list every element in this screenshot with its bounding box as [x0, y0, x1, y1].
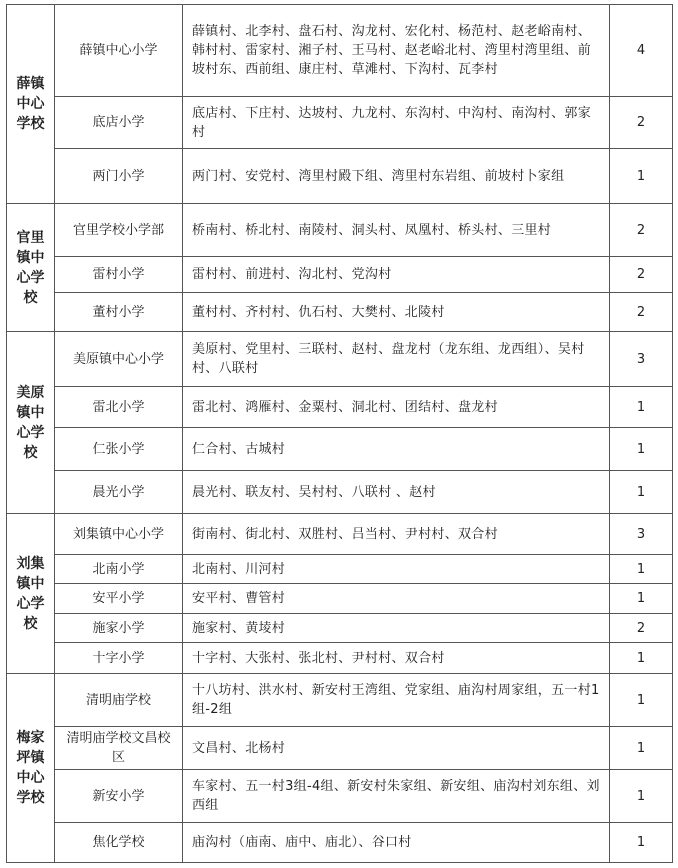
table-row	[7, 514, 673, 555]
school-name: 焦化学校	[55, 823, 183, 863]
school-district-table	[6, 4, 673, 863]
village-list: 桥南村、桥北村、南陵村、洞头村、凤凰村、桥头村、三里村	[183, 204, 610, 257]
table-row	[7, 614, 673, 643]
town-name: 美原镇中心学校	[7, 332, 55, 514]
table-row	[7, 674, 673, 727]
table-row	[7, 555, 673, 584]
village-list: 庙沟村（庙南、庙中、庙北）、谷口村	[183, 823, 610, 863]
school-name: 两门小学	[55, 149, 183, 204]
town-name: 刘集镇中心学校	[7, 514, 55, 674]
town-name: 薛镇中心学校	[7, 5, 55, 204]
class-count: 1	[610, 727, 673, 770]
class-count: 2	[610, 257, 673, 293]
school-name: 清明庙学校	[55, 674, 183, 727]
school-name: 美原镇中心小学	[55, 332, 183, 387]
village-list: 北南村、川河村	[183, 555, 610, 584]
village-list: 雷村村、前进村、沟北村、党沟村	[183, 257, 610, 293]
town-name: 官里镇中心学校	[7, 204, 55, 332]
school-name: 薛镇中心小学	[55, 5, 183, 97]
village-list: 雷北村、鸿雁村、金粟村、洞北村、团结村、盘龙村	[183, 387, 610, 428]
village-list: 两门村、安党村、湾里村殿下组、湾里村东岩组、前坡村卜家组	[183, 149, 610, 204]
table-row	[7, 471, 673, 514]
village-list: 底店村、下庄村、达坡村、九龙村、东沟村、中沟村、南沟村、郭家村	[183, 97, 610, 149]
class-count: 1	[610, 149, 673, 204]
town-name: 梅家坪镇中心学校	[7, 674, 55, 863]
village-list: 车家村、五一村3组-4组、新安村朱家组、新安组、庙沟村刘东组、刘西组	[183, 770, 610, 823]
school-name: 安平小学	[55, 584, 183, 614]
class-count: 3	[610, 514, 673, 555]
class-count: 1	[610, 471, 673, 514]
school-name: 清明庙学校文昌校区	[55, 727, 183, 770]
village-list: 晨光村、联友村、吴村村、八联村 、赵村	[183, 471, 610, 514]
table-row	[7, 204, 673, 257]
village-list: 薛镇村、北李村、盘石村、沟龙村、宏化村、杨范村、赵老峪南村、韩村村、雷家村、湘子村、王马村、赵老峪北村、湾里村湾里组、前坡村东、西前组、康庄村、草滩村、下沟村、瓦李村	[183, 5, 610, 97]
village-list: 施家村、黄堎村	[183, 614, 610, 643]
class-count: 2	[610, 97, 673, 149]
school-name: 十字小学	[55, 643, 183, 674]
school-name: 刘集镇中心小学	[55, 514, 183, 555]
class-count: 2	[610, 614, 673, 643]
class-count: 1	[610, 770, 673, 823]
village-list: 仁合村、古城村	[183, 428, 610, 471]
school-name: 施家小学	[55, 614, 183, 643]
table-row	[7, 823, 673, 863]
village-list: 十字村、大张村、张北村、尹村村、双合村	[183, 643, 610, 674]
class-count: 1	[610, 674, 673, 727]
class-count: 4	[610, 5, 673, 97]
school-name: 底店小学	[55, 97, 183, 149]
village-list: 街南村、街北村、双胜村、吕当村、尹村村、双合村	[183, 514, 610, 555]
village-list: 美原村、党里村、三联村、赵村、盘龙村（龙东组、龙西组）、吴村村、八联村	[183, 332, 610, 387]
table-row	[7, 770, 673, 823]
school-name: 董村小学	[55, 293, 183, 332]
class-count: 1	[610, 555, 673, 584]
table-row	[7, 293, 673, 332]
school-name: 官里学校小学部	[55, 204, 183, 257]
school-name: 雷北小学	[55, 387, 183, 428]
table-row	[7, 387, 673, 428]
class-count: 2	[610, 293, 673, 332]
table-row	[7, 149, 673, 204]
table-row	[7, 643, 673, 674]
class-count: 2	[610, 204, 673, 257]
class-count: 1	[610, 428, 673, 471]
school-name: 新安小学	[55, 770, 183, 823]
village-list: 董村村、齐村村、仇石村、大樊村、北陵村	[183, 293, 610, 332]
village-list: 安平村、曹管村	[183, 584, 610, 614]
class-count: 1	[610, 584, 673, 614]
school-name: 晨光小学	[55, 471, 183, 514]
class-count: 1	[610, 387, 673, 428]
table-body	[7, 5, 673, 863]
table-row	[7, 332, 673, 387]
table-row	[7, 584, 673, 614]
class-count: 1	[610, 823, 673, 863]
class-count: 3	[610, 332, 673, 387]
table-row	[7, 5, 673, 97]
village-list: 十八坊村、洪水村、新安村王湾组、党家组、庙沟村周家组，五一村1组-2组	[183, 674, 610, 727]
table-row	[7, 257, 673, 293]
school-name: 仁张小学	[55, 428, 183, 471]
table-row	[7, 727, 673, 770]
village-list: 文昌村、北杨村	[183, 727, 610, 770]
class-count: 1	[610, 643, 673, 674]
table-row	[7, 97, 673, 149]
school-name: 雷村小学	[55, 257, 183, 293]
school-name: 北南小学	[55, 555, 183, 584]
table-row	[7, 428, 673, 471]
